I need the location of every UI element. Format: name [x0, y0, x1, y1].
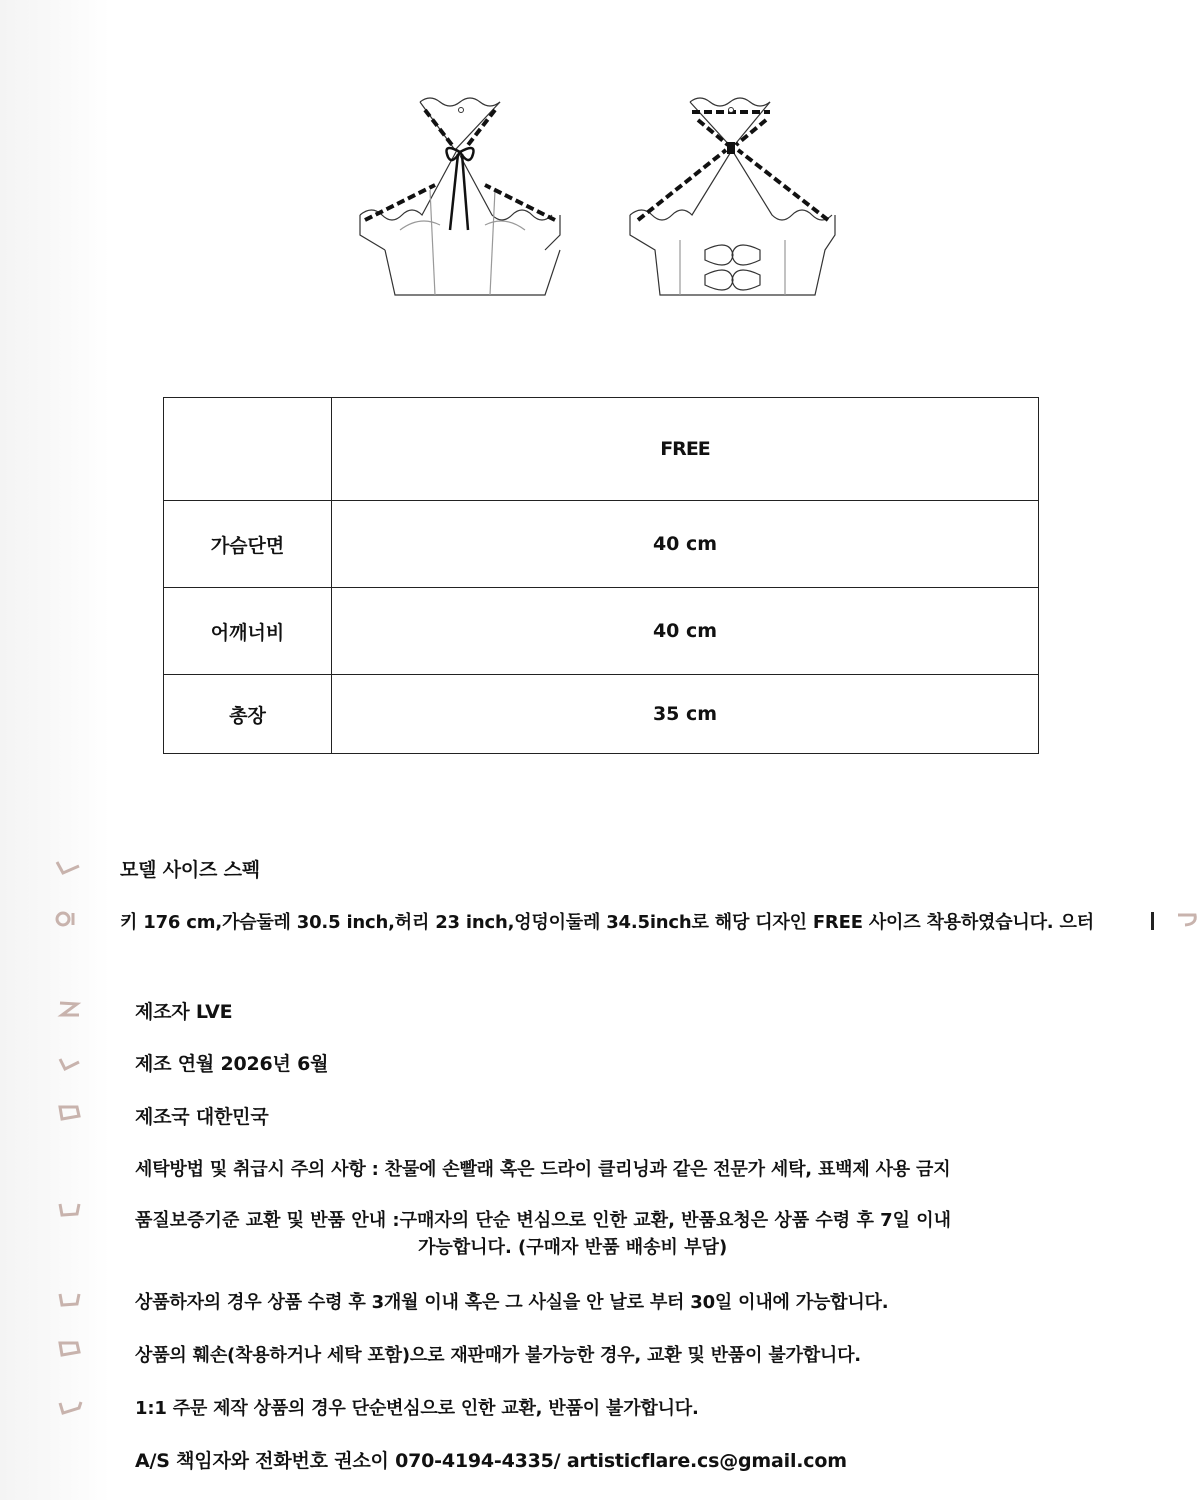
- table-header-empty: [164, 398, 332, 501]
- table-row: [164, 675, 1039, 754]
- box-mark-icon: [57, 1340, 83, 1358]
- back-view-sketch: [620, 90, 850, 310]
- maker-text: 제조자 LVE: [135, 1001, 233, 1023]
- garment-sketches: [350, 90, 850, 315]
- row-value: 35 cm: [332, 675, 1039, 754]
- warranty-line-2: 가능합니다. (구매자 반품 배송비 부담): [418, 1237, 728, 1258]
- row-label: 총장: [164, 675, 332, 754]
- care-text: 세탁방법 및 취급시 주의 사항 : 찬물에 손빨래 혹은 드라이 클리닝과 같은 전문가 세탁, 표백제 사용 금지: [135, 1159, 951, 1180]
- row-label: 가슴단면: [164, 501, 332, 588]
- contact-text: A/S 책임자와 전화번호 권소이 070-4194-4335/ artisticflare.cs@gmail.com: [135, 1450, 847, 1472]
- left-margin-shade: [0, 0, 110, 1500]
- check-mark-icon: [57, 1398, 83, 1416]
- manufacture-date-text: 제조 연월 2026년 6월: [135, 1053, 329, 1075]
- curve-mark-icon: [57, 1000, 83, 1018]
- box-mark-icon: [57, 1104, 83, 1122]
- check-mark-icon: [57, 1054, 83, 1072]
- table-header-row: [164, 398, 1039, 501]
- table-header-free: FREE: [332, 398, 1039, 501]
- custom-order-policy-text: 1:1 주문 제작 상품의 경우 단순변심으로 인한 교환, 반품이 불가합니다.: [135, 1398, 699, 1419]
- text-cursor: [1151, 912, 1154, 930]
- size-table: [163, 397, 1039, 754]
- model-spec-text: 키 176 cm,가슴둘레 30.5 inch,허리 23 inch,엉덩이둘레 34.5inch로 해당 디자인 FREE 사이즈 착용하였습니다. 으터: [120, 912, 1094, 933]
- row-label: 어깨너비: [164, 588, 332, 675]
- model-spec-title: 모델 사이즈 스펙: [120, 859, 260, 881]
- country-text: 제조국 대한민국: [135, 1106, 269, 1128]
- curve-mark-icon: [1175, 910, 1200, 928]
- check-mark-icon: [55, 858, 81, 876]
- circle-mark-icon: [55, 910, 81, 928]
- row-value: 40 cm: [332, 588, 1039, 675]
- warranty-line-1: 품질보증기준 교환 및 반품 안내 :구매자의 단순 변심으로 인한 교환, 반품요청은 상품 수령 후 7일 이내: [135, 1210, 952, 1231]
- front-view-sketch: [350, 90, 580, 310]
- damage-policy-text: 상품의 훼손(착용하거나 세탁 포함)으로 재판매가 불가능한 경우, 교환 및 반품이 불가합니다.: [135, 1345, 861, 1366]
- check-mark-icon: [57, 1290, 83, 1308]
- defect-policy-text: 상품하자의 경우 상품 수령 후 3개월 이내 혹은 그 사실을 안 날로 부터 30일 이내에 가능합니다.: [135, 1292, 889, 1313]
- warranty-text: [135, 1207, 951, 1261]
- table-row: [164, 588, 1039, 675]
- check-mark-icon: [57, 1200, 83, 1218]
- table-row: [164, 501, 1039, 588]
- row-value: 40 cm: [332, 501, 1039, 588]
